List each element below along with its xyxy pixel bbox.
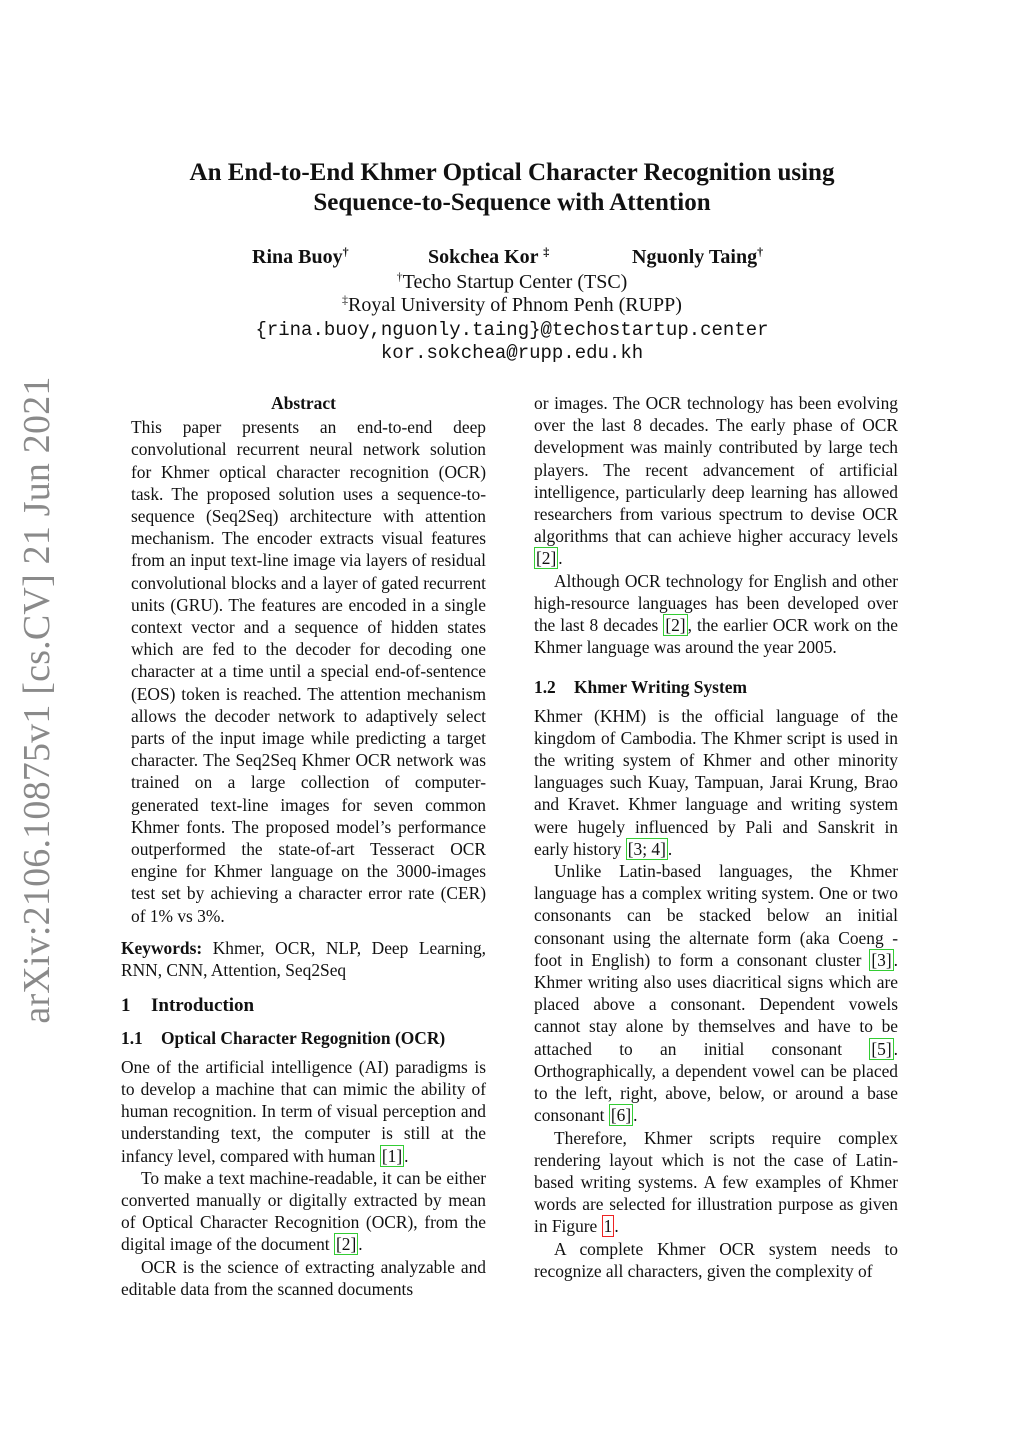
citation-1[interactable]: [1] [381, 1145, 403, 1166]
citation-6[interactable]: [6] [610, 1105, 632, 1126]
citation-2c[interactable]: [2] [665, 615, 686, 636]
figure-1-reference[interactable]: 1 [603, 1216, 613, 1237]
citation-3b[interactable]: [3] [871, 949, 892, 970]
left-column [121, 392, 486, 1300]
citation-2b[interactable]: [2] [536, 548, 557, 569]
arxiv-identifier: arXiv:2106.10875v1 [cs.CV] 21 Jun 2021 [16, 376, 58, 1024]
title-line-2: Sequence-to-Sequence with Attention [313, 189, 711, 216]
abstract-text: This paper presents an end-to-end deep convolutional recurrent neural network solution for Khmer optical character recognition (OCR) task. The proposed solution uses a sequence-to-sequence (Seq2Seq) architecture with attention mechanism. The encoder extracts visual features from an input text-line image via layers of residual convolutional blocks and a layer of gated recurrent units (GRU). The features are encoded in a single context vector and a sequence of hidden states which are fed to the decoder for decoding one character at a time until a special end-of-sentence (EOS) token is reached. The attention mechanism allows the decoder network to adaptively select parts of the input image while predicting a target character. The Seq2Seq Khmer OCR network was trained on a large collection of computer-generated text-line images for seven common Khmer fonts. The proposed model’s performance outperformed the state-of-art Tesseract OCR engine for Khmer language on the 3000-images test set by achieving a character error rate (CER) of 1% vs 3%. [131, 417, 486, 926]
section-1-heading: 1 Introduction [121, 995, 255, 1017]
citation-2[interactable]: [2] [335, 1234, 357, 1255]
section-1-1-heading: 1.1 Optical Character Regognition (OCR) [121, 1028, 446, 1049]
keywords: Keywords: Khmer, OCR, NLP, Deep Learning, RNN, CNN, Attention, Seq2Seq [121, 937, 486, 981]
citation-5[interactable]: [5] [871, 1038, 892, 1059]
paragraph-therefore: Therefore, Khmer scripts require complex rendering layout which is not the case of Latin-based writing systems. A few examples of Khmer words are selected for illustration purpose as given in Figure 1 . [534, 1127, 898, 1237]
author-1: Rina Buoy† [252, 244, 349, 268]
intro-paragraph-3: OCR is the science of extracting analyzable and editable data from the scanned documents [121, 1256, 486, 1299]
title-line-1: An End-to-End Khmer Optical Character Recognition using [189, 159, 835, 186]
affiliation-tsc: †Techo Startup Center (TSC) [396, 269, 628, 293]
citation-3-4[interactable]: [3; 4] [627, 838, 666, 859]
paragraph-complete-ocr: A complete Khmer OCR system needs to recognize all characters, given the complexity of [534, 1238, 898, 1281]
abstract-heading: Abstract [271, 393, 336, 413]
paragraph-evolution: or images. The OCR technology has been evolving over the last 8 decades. The early phase of OCR development was mainly contributed by large tech players. The recent advancement of artificial intelligence, particularly deep learning has allowed researchers from various spectrum to devise OCR algorithms that can achieve higher accuracy levels [2] . [534, 393, 898, 569]
email-line-2[interactable]: kor.sokchea@rupp.edu.kh [380, 342, 644, 364]
email-line-1[interactable]: {rina.buoy,nguonly.taing}@techostartup.center [255, 319, 769, 341]
right-column [534, 392, 898, 1312]
author-3: Nguonly Taing† [632, 244, 764, 268]
section-1-2-heading: 1.2 Khmer Writing System [534, 677, 747, 698]
author-2: Sokchea Kor ‡ [428, 244, 550, 268]
intro-paragraph-1: One of the artificial intelligence (AI) paradigms is to develop a machine that can mimic the ability of human recognition. In term of visual perception and understanding text, the computer is still at the infancy level, compared with human [1] . [121, 1056, 486, 1166]
affiliation-rupp: ‡Royal University of Phnom Penh (RUPP) [342, 292, 682, 316]
paper-title [0, 158, 1024, 218]
paragraph-unlike-latin: Unlike Latin-based languages, the Khmer language has a complex writing system. One or two consonants can be stacked below an initial consonant using the alternate form (aka Coeng - foot in English) to form a consonant cluster [3] . Khmer writing also uses diacritical signs which are placed above a consonant. Dependent vowels cannot stay alone by themselves and have to be attached to an initial consonant [5] . Orthographically, a dependent vowel can be placed to the left, right, above, below, or around a base consonant [6] . [534, 861, 898, 1126]
intro-paragraph-2: To make a text machine-readable, it can be either converted manually or digitally extracted by mean of Optical Character Recognition (OCR), from the digital image of the document [2] . [121, 1167, 486, 1255]
paragraph-khmer-official: Khmer (KHM) is the official language of the kingdom of Cambodia. The Khmer script is used in the writing system of Khmer and other minority languages such Kuay, Tampuan, Jarai Krung, Brao and Kravet. Khmer language and writing system were hugely influenced by Pali and Sanskrit in early history [3; 4] . [534, 705, 898, 859]
paragraph-although: Although OCR technology for English and other high-resource languages has been developed over the last 8 decades [2] , the earlier OCR work on the Khmer language was around the year 2005. [534, 570, 898, 658]
